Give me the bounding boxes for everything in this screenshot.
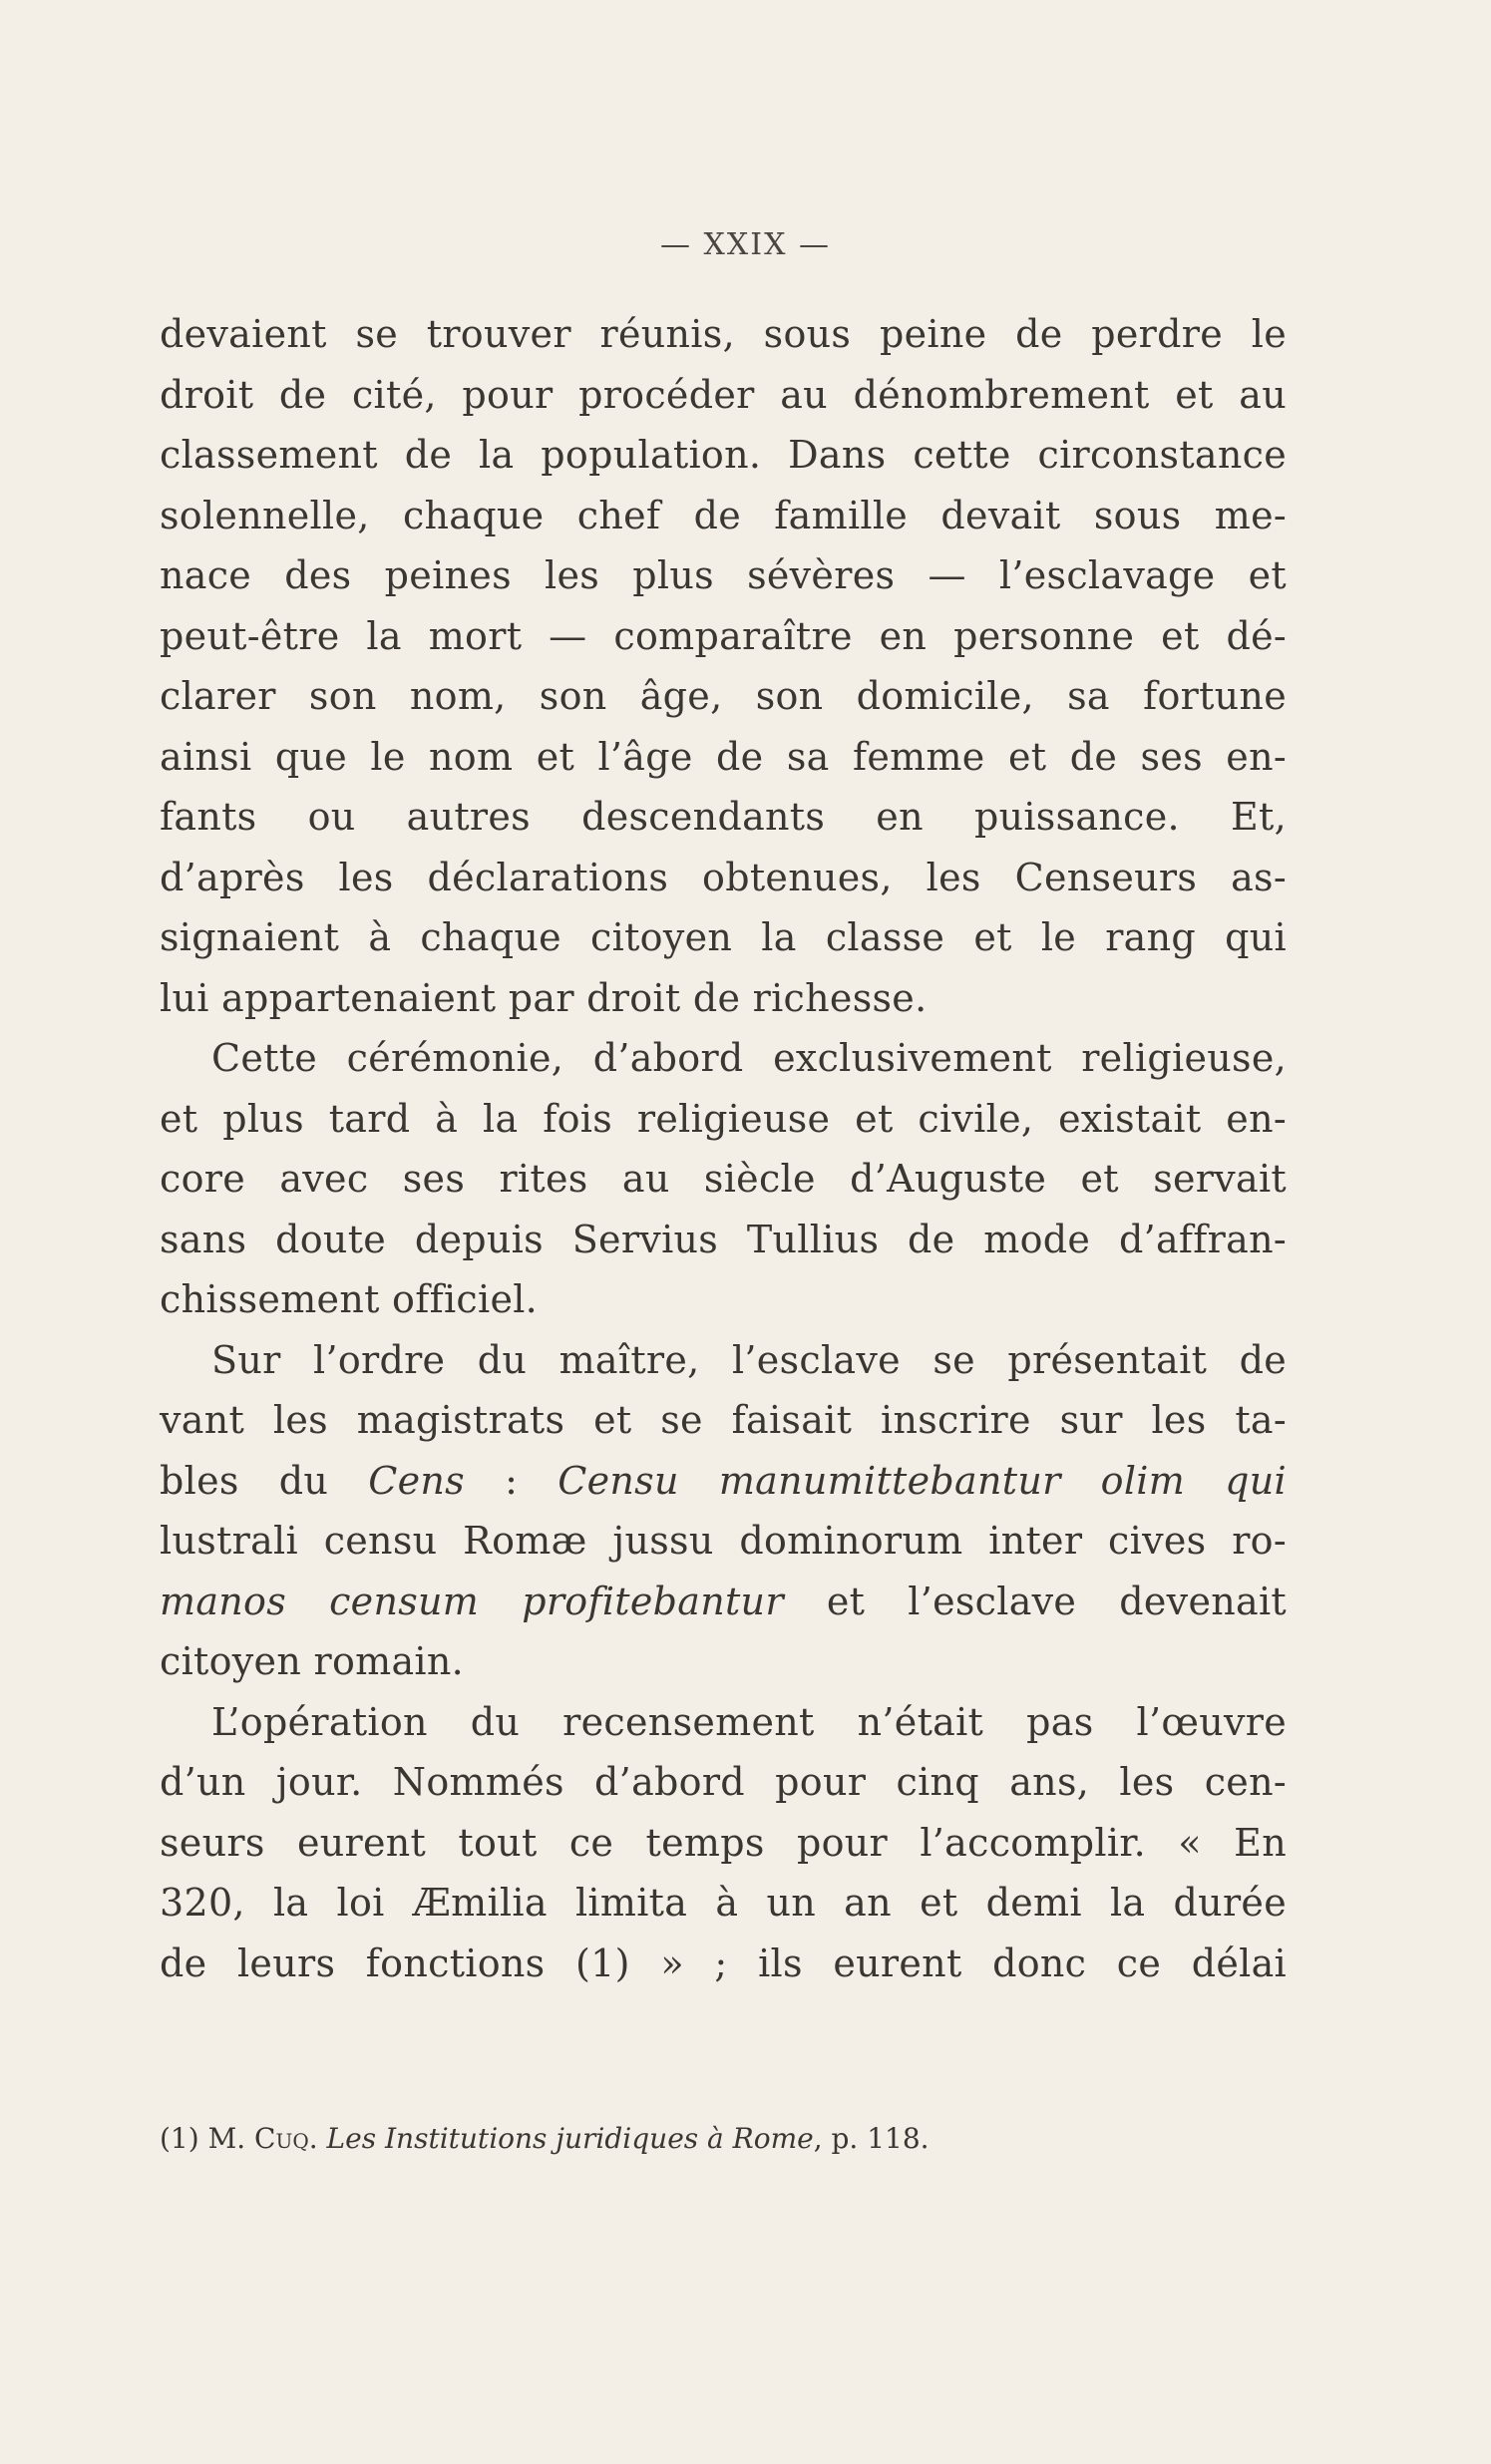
text-line: chissement officiel. — [160, 1277, 539, 1321]
text-line: devaient se trouver réunis, sous peine de perdre le — [160, 312, 1287, 356]
text-line: peut-être la mort — comparaître en personne et dé- — [160, 613, 1287, 658]
text-line: seurs eurent tout ce temps pour l’accomplir. « En — [160, 1820, 1287, 1865]
text-line: citoyen romain. — [160, 1639, 465, 1683]
text-line: clarer son nom, son âge, son domicile, sa fortune — [160, 674, 1287, 718]
latin-quote-line: lustrali censu Romæ jussu dominorum inter cives ro- — [160, 1519, 1287, 1563]
italic-term: Cens — [368, 1458, 465, 1503]
latin-quote: Censu manumittebantur olim qui — [558, 1458, 1287, 1503]
latin-quote: manos censum profitebantur — [160, 1579, 784, 1623]
text-line: 320, la loi Æmilia limita à un an et demi la durée — [160, 1881, 1287, 1925]
footnote-title: Les Institutions juridiques à Rome — [326, 2122, 814, 2155]
footnote-separator: . — [308, 2122, 327, 2155]
text-line: droit de cité, pour procéder au dénombrement et au — [160, 372, 1287, 417]
text-line: sans doute depuis Servius Tullius de mode d’affran- — [160, 1217, 1287, 1261]
text-line: d’un jour. Nommés d’abord pour cinq ans, les cen- — [160, 1760, 1287, 1804]
text-line: nace des peines les plus sévères — l’esclavage et — [160, 553, 1287, 597]
text-line: ainsi que le nom et l’âge de sa femme et de ses en- — [160, 734, 1287, 779]
text-line: fants ou autres descendants en puissance. Et, — [160, 795, 1287, 839]
text-line: core avec ses rites au siècle d’Auguste et servait — [160, 1157, 1287, 1201]
text-segment: et l’esclave devenait — [783, 1579, 1287, 1623]
text-line: lui appartenaient par droit de richesse. — [160, 975, 928, 1020]
text-line: Sur l’ordre du maître, l’esclave se présentait de — [211, 1337, 1287, 1382]
footnote-page: , p. 118. — [813, 2122, 930, 2155]
text-line: vant les magistrats et se faisait inscrire sur les ta- — [160, 1398, 1287, 1442]
text-line — [160, 1451, 1287, 1512]
text-line: solennelle, chaque chef de famille devait sous me- — [160, 493, 1287, 537]
text-line: Cette cérémonie, d’abord exclusivement religieuse, — [211, 1036, 1287, 1080]
text-line — [160, 1572, 1287, 1632]
body-text — [160, 304, 1287, 1993]
text-line: et plus tard à la fois religieuse et civile, existait en- — [160, 1096, 1287, 1141]
footnote-marker: (1) M. — [160, 2122, 255, 2155]
text-line: signaient à chaque citoyen la classe et le rang qui — [160, 915, 1287, 959]
page-number: — XXIX — — [660, 227, 831, 262]
footnote — [160, 2122, 1287, 2155]
text-line: d’après les déclarations obtenues, les Censeurs as- — [160, 855, 1287, 899]
text-segment: bles du — [160, 1458, 369, 1503]
text-line: classement de la population. Dans cette circonstance — [160, 433, 1287, 477]
text-segment: : — [464, 1458, 559, 1503]
text-line: de leurs fonctions (1) » ; ils eurent donc ce délai — [160, 1940, 1287, 1985]
footnote-author: Cuq — [254, 2122, 309, 2155]
text-line: L’opération du recensement n’était pas l’œuvre — [211, 1699, 1287, 1744]
